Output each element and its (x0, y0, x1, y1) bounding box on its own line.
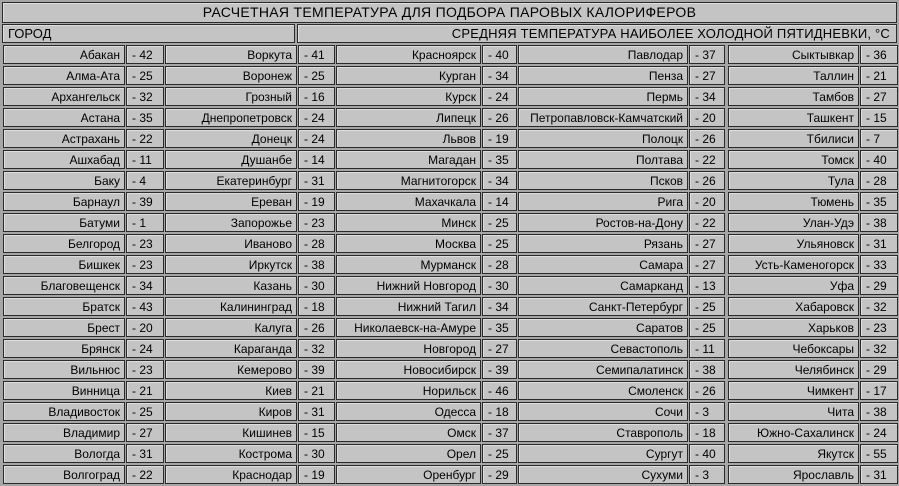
city-cell: Кемерово (165, 360, 297, 379)
city-cell: Тбилиси (728, 129, 859, 148)
city-cell: Сургут (518, 444, 688, 463)
city-cell: Владимир (3, 423, 125, 442)
city-cell: Мурманск (336, 255, 481, 274)
city-cell: Краснодар (165, 465, 297, 484)
temperature-cell: - 20 (689, 108, 725, 127)
city-cell: Кишинев (165, 423, 297, 442)
temperature-cell: - 29 (860, 276, 898, 295)
city-cell: Кострома (165, 444, 297, 463)
header-city: ГОРОД (2, 24, 295, 43)
temperature-cell: - 27 (482, 339, 517, 358)
temperature-cell: - 31 (860, 234, 898, 253)
city-cell: Вологда (3, 444, 125, 463)
temperature-cell: - 3 (689, 465, 725, 484)
temperature-cell: - 29 (860, 360, 898, 379)
city-cell: Уфа (728, 276, 859, 295)
temperature-cell: - 11 (689, 339, 725, 358)
city-cell: Алма-Ата (3, 66, 125, 85)
city-cell: Благовещенск (3, 276, 125, 295)
city-cell: Чимкент (728, 381, 859, 400)
temperature-cell: - 20 (689, 192, 725, 211)
temperature-cell: - 39 (298, 360, 335, 379)
city-cell: Ульяновск (728, 234, 859, 253)
temperature-cell: - 23 (860, 318, 898, 337)
city-cell: Архангельск (3, 87, 125, 106)
city-cell: Ереван (165, 192, 297, 211)
temperature-cell: - 14 (482, 192, 517, 211)
temperature-cell: - 34 (482, 171, 517, 190)
temperature-cell: - 1 (126, 213, 164, 232)
city-cell: Киров (165, 402, 297, 421)
city-cell: Ростов-на-Дону (518, 213, 688, 232)
temperature-cell: - 26 (689, 381, 725, 400)
temperature-cell: - 34 (689, 87, 725, 106)
temperature-cell: - 23 (126, 360, 164, 379)
city-cell: Брест (3, 318, 125, 337)
temperature-cell: - 24 (482, 87, 517, 106)
temperature-cell: - 21 (298, 381, 335, 400)
city-cell: Астрахань (3, 129, 125, 148)
city-cell: Орел (336, 444, 481, 463)
temperature-cell: - 24 (126, 339, 164, 358)
temperature-cell: - 37 (482, 423, 517, 442)
temperature-cell: - 16 (298, 87, 335, 106)
temperature-cell: - 19 (482, 129, 517, 148)
temperature-cell: - 25 (482, 234, 517, 253)
city-cell: Южно-Сахалинск (728, 423, 859, 442)
city-cell: Львов (336, 129, 481, 148)
temperature-cell: - 20 (126, 318, 164, 337)
city-cell: Пенза (518, 66, 688, 85)
temperature-cell: - 34 (126, 276, 164, 295)
temperature-cell: - 21 (126, 381, 164, 400)
city-cell: Пермь (518, 87, 688, 106)
temperature-cell: - 43 (126, 297, 164, 316)
city-cell: Улан-Удэ (728, 213, 859, 232)
city-cell: Тула (728, 171, 859, 190)
temperature-cell: - 13 (689, 276, 725, 295)
temperature-cell: - 24 (298, 129, 335, 148)
temperature-cell: - 26 (298, 318, 335, 337)
city-cell: Барнаул (3, 192, 125, 211)
city-cell: Вильнюс (3, 360, 125, 379)
temperature-cell: - 22 (126, 129, 164, 148)
city-cell: Хабаровск (728, 297, 859, 316)
temperature-cell: - 14 (298, 150, 335, 169)
city-cell: Астана (3, 108, 125, 127)
temperature-cell: - 22 (126, 465, 164, 484)
temperature-cell: - 36 (860, 45, 898, 64)
temperature-cell: - 26 (689, 171, 725, 190)
city-cell: Полоцк (518, 129, 688, 148)
temperature-cell: - 34 (482, 66, 517, 85)
temperature-cell: - 18 (689, 423, 725, 442)
city-cell: Якутск (728, 444, 859, 463)
temperature-cell: - 7 (860, 129, 898, 148)
city-cell: Минск (336, 213, 481, 232)
temperature-cell: - 35 (126, 108, 164, 127)
city-cell: Сыктывкар (728, 45, 859, 64)
city-cell: Семипалатинск (518, 360, 688, 379)
temperature-cell: - 31 (126, 444, 164, 463)
city-cell: Смоленск (518, 381, 688, 400)
temperature-cell: - 25 (126, 402, 164, 421)
temperature-cell: - 38 (860, 213, 898, 232)
city-cell: Волгоград (3, 465, 125, 484)
city-cell: Ярославль (728, 465, 859, 484)
temperature-cell: - 22 (689, 150, 725, 169)
temperature-cell: - 27 (126, 423, 164, 442)
city-cell: Сочи (518, 402, 688, 421)
temperature-cell: - 18 (298, 297, 335, 316)
city-cell: Донецк (165, 129, 297, 148)
temperature-cell: - 27 (689, 255, 725, 274)
temperature-cell: - 32 (860, 339, 898, 358)
temperature-cell: - 30 (482, 276, 517, 295)
temperature-cell: - 31 (298, 171, 335, 190)
temperature-cell: - 37 (689, 45, 725, 64)
city-cell: Владивосток (3, 402, 125, 421)
temperature-cell: - 30 (298, 276, 335, 295)
city-cell: Баку (3, 171, 125, 190)
temperature-cell: - 33 (860, 255, 898, 274)
temperature-cell: - 25 (298, 66, 335, 85)
temperature-cell: - 46 (482, 381, 517, 400)
city-cell: Курган (336, 66, 481, 85)
temperature-cell: - 26 (482, 108, 517, 127)
temperature-cell: - 27 (860, 87, 898, 106)
temperature-cell: - 21 (860, 66, 898, 85)
city-cell: Братск (3, 297, 125, 316)
temperature-cell: - 25 (482, 213, 517, 232)
temperature-cell: - 19 (298, 192, 335, 211)
city-cell: Махачкала (336, 192, 481, 211)
city-cell: Сухуми (518, 465, 688, 484)
table-title: РАСЧЕТНАЯ ТЕМПЕРАТУРА ДЛЯ ПОДБОРА ПАРОВЫХ КАЛОРИФЕРОВ (2, 2, 897, 23)
temperature-cell: - 40 (689, 444, 725, 463)
city-cell: Нижний Тагил (336, 297, 481, 316)
temperature-cell: - 55 (860, 444, 898, 463)
temperature-cell: - 23 (126, 234, 164, 253)
city-cell: Ташкент (728, 108, 859, 127)
temperature-cell: - 38 (298, 255, 335, 274)
city-cell: Киев (165, 381, 297, 400)
temperature-cell: - 22 (689, 213, 725, 232)
city-cell: Самарканд (518, 276, 688, 295)
temperature-cell: - 31 (298, 402, 335, 421)
temperature-cell: - 27 (689, 234, 725, 253)
temperature-cell: - 15 (298, 423, 335, 442)
temperature-cell: - 28 (482, 255, 517, 274)
city-cell: Севастополь (518, 339, 688, 358)
temperature-cell: - 3 (689, 402, 725, 421)
city-cell: Екатеринбург (165, 171, 297, 190)
city-cell: Винница (3, 381, 125, 400)
city-cell: Душанбе (165, 150, 297, 169)
city-cell: Петропавловск-Камчатский (518, 108, 688, 127)
city-cell: Калуга (165, 318, 297, 337)
temperature-cell: - 23 (126, 255, 164, 274)
city-cell: Курск (336, 87, 481, 106)
city-cell: Саратов (518, 318, 688, 337)
city-cell: Магадан (336, 150, 481, 169)
city-cell: Магнитогорск (336, 171, 481, 190)
temperature-cell: - 11 (126, 150, 164, 169)
city-cell: Иркутск (165, 255, 297, 274)
city-cell: Рига (518, 192, 688, 211)
temperature-cell: - 27 (689, 66, 725, 85)
city-cell: Тамбов (728, 87, 859, 106)
temperature-cell: - 32 (126, 87, 164, 106)
temperature-cell: - 32 (860, 297, 898, 316)
city-cell: Новосибирск (336, 360, 481, 379)
city-cell: Одесса (336, 402, 481, 421)
city-cell: Харьков (728, 318, 859, 337)
temperature-cell: - 35 (482, 318, 517, 337)
temperature-cell: - 29 (482, 465, 517, 484)
city-cell: Тюмень (728, 192, 859, 211)
temperature-cell: - 34 (482, 297, 517, 316)
city-cell: Николаевск-на-Амуре (336, 318, 481, 337)
temperature-cell: - 31 (860, 465, 898, 484)
city-cell: Абакан (3, 45, 125, 64)
city-cell: Белгород (3, 234, 125, 253)
city-cell: Иваново (165, 234, 297, 253)
city-cell: Санкт-Петербург (518, 297, 688, 316)
city-cell: Норильск (336, 381, 481, 400)
city-cell: Псков (518, 171, 688, 190)
temperature-cell: - 25 (126, 66, 164, 85)
temperature-cell: - 35 (860, 192, 898, 211)
temperature-cell: - 25 (689, 297, 725, 316)
city-cell: Ставрополь (518, 423, 688, 442)
temperature-cell: - 38 (860, 402, 898, 421)
temperature-cell: - 28 (298, 234, 335, 253)
city-cell: Воронеж (165, 66, 297, 85)
city-cell: Брянск (3, 339, 125, 358)
city-cell: Красноярск (336, 45, 481, 64)
temperature-cell: - 25 (689, 318, 725, 337)
temperature-cell: - 42 (126, 45, 164, 64)
temperature-cell: - 24 (860, 423, 898, 442)
temperature-cell: - 32 (298, 339, 335, 358)
temperature-cell: - 28 (860, 171, 898, 190)
temperature-cell: - 39 (482, 360, 517, 379)
temperature-cell: - 38 (689, 360, 725, 379)
city-cell: Нижний Новгород (336, 276, 481, 295)
city-cell: Усть-Каменогорск (728, 255, 859, 274)
city-cell: Ашхабад (3, 150, 125, 169)
city-cell: Рязань (518, 234, 688, 253)
city-cell: Челябинск (728, 360, 859, 379)
city-cell: Днепропетровск (165, 108, 297, 127)
city-cell: Грозный (165, 87, 297, 106)
city-cell: Полтава (518, 150, 688, 169)
temperature-cell: - 4 (126, 171, 164, 190)
city-cell: Павлодар (518, 45, 688, 64)
city-cell: Чита (728, 402, 859, 421)
temperature-cell: - 18 (482, 402, 517, 421)
temperature-cell: - 40 (860, 150, 898, 169)
city-cell: Липецк (336, 108, 481, 127)
temperature-cell: - 24 (298, 108, 335, 127)
temperature-cell: - 19 (298, 465, 335, 484)
temperature-cell: - 35 (482, 150, 517, 169)
city-cell: Оренбург (336, 465, 481, 484)
city-cell: Чебоксары (728, 339, 859, 358)
city-cell: Москва (336, 234, 481, 253)
temperature-cell: - 17 (860, 381, 898, 400)
city-cell: Самара (518, 255, 688, 274)
city-cell: Казань (165, 276, 297, 295)
city-cell: Калининград (165, 297, 297, 316)
temperature-cell: - 23 (298, 213, 335, 232)
city-cell: Таллин (728, 66, 859, 85)
city-cell: Омск (336, 423, 481, 442)
city-cell: Воркута (165, 45, 297, 64)
city-cell: Караганда (165, 339, 297, 358)
city-cell: Бишкек (3, 255, 125, 274)
city-cell: Батуми (3, 213, 125, 232)
temperature-cell: - 41 (298, 45, 335, 64)
temperature-cell: - 15 (860, 108, 898, 127)
temperature-cell: - 40 (482, 45, 517, 64)
temperature-cell: - 25 (482, 444, 517, 463)
city-cell: Томск (728, 150, 859, 169)
header-temperature: СРЕДНЯЯ ТЕМПЕРАТУРА НАИБОЛЕЕ ХОЛОДНОЙ ПЯТИДНЕВКИ, °С (297, 24, 897, 43)
temperature-cell: - 30 (298, 444, 335, 463)
city-cell: Запорожье (165, 213, 297, 232)
temperature-cell: - 39 (126, 192, 164, 211)
temperature-cell: - 26 (689, 129, 725, 148)
city-cell: Новгород (336, 339, 481, 358)
